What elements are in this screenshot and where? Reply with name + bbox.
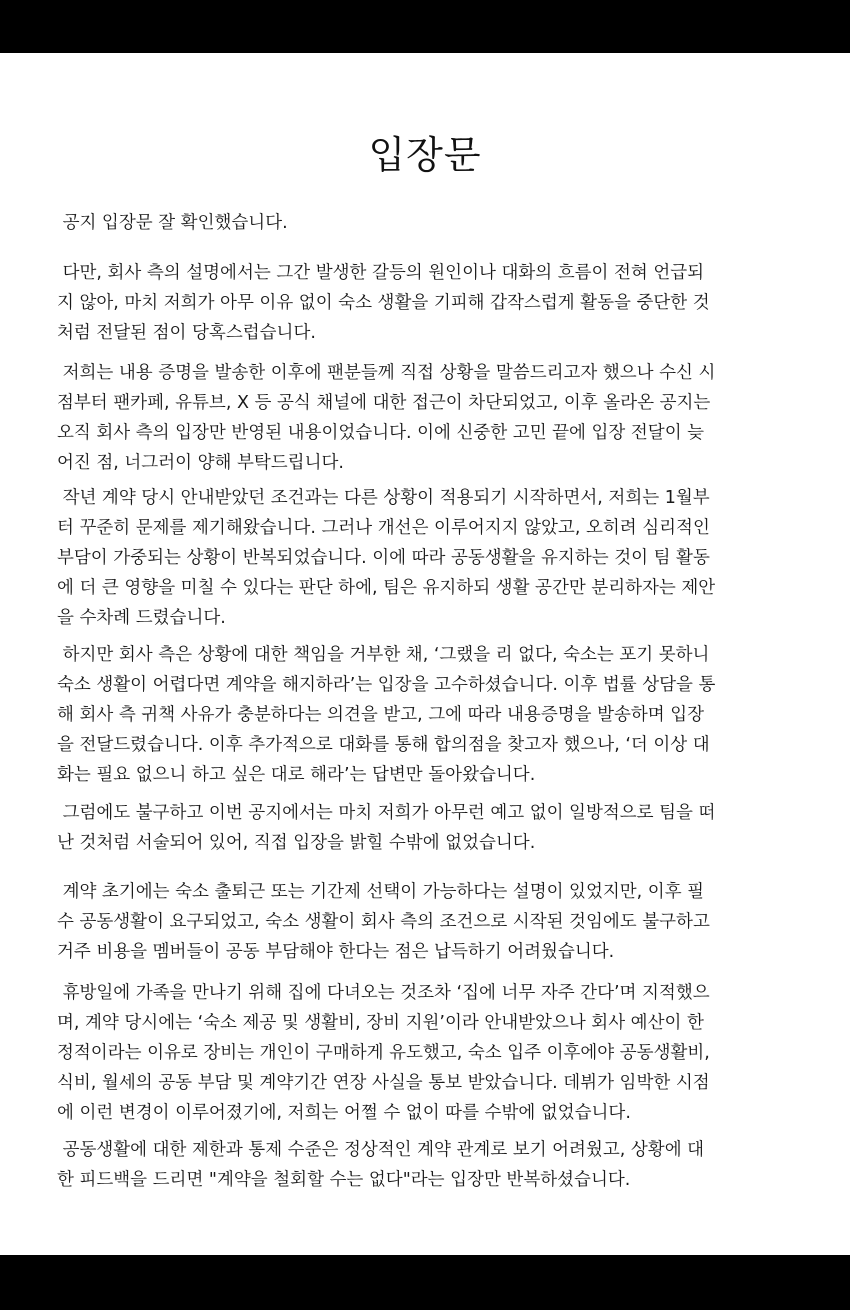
paragraph-line: 에 더 큰 영향을 미칠 수 있다는 판단 하에, 팀은 유지하되 생활 공간만 분리하자는 제안	[57, 578, 716, 598]
paragraph-line: 점부터 팬카페, 유튜브, X 등 공식 채널에 대한 접근이 차단되었고, 이후 올라온 공지는	[57, 393, 711, 413]
paragraph-line: 처럼 전달된 점이 당혹스럽습니다.	[57, 323, 316, 343]
paragraph-line: 오직 회사 측의 입장만 반영된 내용이었습니다. 이에 신중한 고민 끝에 입장 전달이 늦	[57, 423, 705, 443]
paragraph-line: 작년 계약 당시 안내받았던 조건과는 다른 상황이 적용되기 시작하면서, 저희는 1월부	[57, 488, 710, 508]
paragraph-line: 어진 점, 너그러이 양해 부탁드립니다.	[57, 453, 344, 473]
paragraph-3	[57, 358, 797, 478]
paragraph-line: 며, 계약 당시에는 ‘숙소 제공 및 생활비, 장비 지원’이라 안내받았으나 회사 예산이 한	[57, 1013, 704, 1033]
paragraph-6	[57, 798, 797, 858]
document-title: 입장문	[368, 133, 482, 178]
paragraph-line: 다만, 회사 측의 설명에서는 그간 발생한 갈등의 원인이나 대화의 흐름이 전혀 언급되	[57, 263, 705, 283]
paragraph-line: 화는 필요 없으니 하고 싶은 대로 해라’는 답변만 돌아왔습니다.	[57, 765, 536, 785]
paragraph-9	[57, 1135, 797, 1195]
paragraph-line: 정적이라는 이유로 장비는 개인이 구매하게 유도했고, 숙소 입주 이후에야 공동생활비,	[57, 1043, 710, 1063]
paragraph-line: 공지 입장문 잘 확인했습니다.	[57, 213, 288, 233]
paragraph-line: 터 꾸준히 문제를 제기해왔습니다. 그러나 개선은 이루어지지 않았고, 오히려 심리적인	[57, 518, 710, 538]
paragraph-line: 에 이런 변경이 이루어졌기에, 저희는 어쩔 수 없이 따를 수밖에 없었습니다.	[57, 1103, 631, 1123]
paragraph-line: 을 전달드렸습니다. 이후 추가적으로 대화를 통해 합의점을 찾고자 했으나, ‘더 이상 대	[57, 735, 710, 755]
paragraph-line: 해 회사 측 귀책 사유가 충분하다는 의견을 받고, 그에 따라 내용증명을 발송하며 입장	[57, 705, 705, 725]
paragraph-line: 휴방일에 가족을 만나기 위해 집에 다녀오는 것조차 ‘집에 너무 자주 간다’며 지적했으	[57, 983, 710, 1003]
top-black-bar	[0, 0, 850, 53]
paragraph-7	[57, 877, 797, 967]
paragraph-line: 난 것처럼 서술되어 있어, 직접 입장을 밝힐 수밖에 없었습니다.	[57, 833, 536, 853]
paragraph-line: 계약 초기에는 숙소 출퇴근 또는 기간제 선택이 가능하다는 설명이 있었지만, 이후 필	[57, 882, 705, 902]
paragraph-line: 지 않아, 마치 저희가 아무 이유 없이 숙소 생활을 기피해 갑작스럽게 활동을 중단한 것	[57, 293, 710, 313]
paragraph-line: 그럼에도 불구하고 이번 공지에서는 마치 저희가 아무런 예고 없이 일방적으로 팀을 떠	[57, 803, 716, 823]
paragraph-2	[57, 258, 797, 348]
paragraph-line: 하지만 회사 측은 상황에 대한 책임을 거부한 채, ‘그랬을 리 없다, 숙소는 포기 못하니	[57, 645, 710, 665]
paragraph-5	[57, 640, 797, 790]
paragraph-line: 부담이 가중되는 상황이 반복되었습니다. 이에 따라 공동생활을 유지하는 것이 팀 활동	[57, 548, 710, 568]
paragraph-line: 을 수차례 드렸습니다.	[57, 608, 226, 628]
paragraph-line: 저희는 내용 증명을 발송한 이후에 팬분들께 직접 상황을 말씀드리고자 했으나 수신 시	[57, 363, 716, 383]
paragraph-8	[57, 978, 797, 1128]
paragraph-line: 한 피드백을 드리면 "계약을 철회할 수는 없다"라는 입장만 반복하셨습니다.	[57, 1170, 631, 1190]
paragraph-line: 식비, 월세의 공동 부담 및 계약기간 연장 사실을 통보 받았습니다. 데뷔가 임박한 시점	[57, 1073, 710, 1093]
paragraph-4	[57, 483, 797, 633]
paragraph-line: 수 공동생활이 요구되었고, 숙소 생활이 회사 측의 조건으로 시작된 것임에도 불구하고	[57, 912, 710, 932]
paragraph-line: 숙소 생활이 어렵다면 계약을 해지하라’는 입장을 고수하셨습니다. 이후 법률 상담을 통	[57, 675, 716, 695]
bottom-black-bar	[0, 1255, 850, 1310]
paragraph-1	[57, 208, 797, 238]
paragraph-line: 공동생활에 대한 제한과 통제 수준은 정상적인 계약 관계로 보기 어려웠고, 상황에 대	[57, 1140, 705, 1160]
paragraph-line: 거주 비용을 멤버들이 공동 부담해야 한다는 점은 납득하기 어려웠습니다.	[57, 942, 615, 962]
